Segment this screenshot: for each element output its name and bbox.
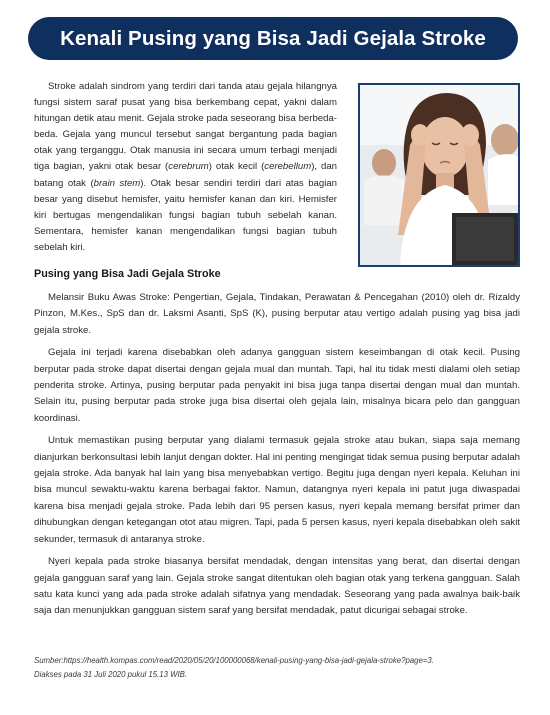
body-paragraph: Melansir Buku Awas Stroke: Pengertian, Gejala, Tindakan, Perawatan & Pencegahan (2010) oleh dr. Rizaldy Pinzon, M.Kes., SpS dan dr. Laksmi Asanti, SpS (K), pusing berputar atau vertigo adalah pusing yag bisa jadi gejala stroke. [34,292,520,336]
section-heading: Pusing yang Bisa Jadi Gejala Stroke [34,268,221,280]
source-url: Sumber:https://health.kompas.com/read/2020/05/20/100000068/kenali-pusing-yang-bisa-jadi-gejala-stroke?page=3. [34,656,434,665]
intro-paragraph: Stroke adalah sindrom yang terdiri dari tanda atau gejala hilangnya fungsi sistem saraf pusat yang bisa berkembang cepat, yakni dalam hitungan detik atau menit. Gejala stroke pada seseorang bisa berbeda-beda. Gejala yang muncul tersebut sangat bergantung pada bagian otak yang terganggu. Otak manusia ini secara umum terbagi menjadi tiga bagian, yakni otak besar (cerebrum) otak kecil (cerebellum), dan batang otak (brain stem). Otak besar sendiri terdiri dari atas bagian besar yang disebut hemisfer, yaitu hemisfer kanan dan kiri. Hemisfer kiri bertugas mengendalikan fungsi bagian tubuh sebelah kanan. Sementara, hemisfer kanan mengendalikan fungsi bagian tubuh sebelah kiri. [34,81,338,253]
page-title: Kenali Pusing yang Bisa Jadi Gejala Stroke [60,26,486,50]
title-banner [28,17,518,60]
body-paragraph: Gejala ini terjadi karena disebabkan oleh adanya gangguan sistem keseimbangan di otak kecil. Pusing berputar pada stroke dapat disertai dengan gejala mual dan muntah. Tapi, hal itu tidak mesti dialami oleh setiap penderita stroke. Artinya, pusing berputar pada penyakit ini bisa juga tanpa disertai dengan mual dan muntah. Selain itu, pusing berputar pada stroke juga bisa disertai oleh gejala lain, misalnya bicara pelo dan gangguan koordinasi. [34,347,520,424]
body-paragraph: Untuk memastikan pusing berputar yang dialami termasuk gejala stroke atau bukan, siapa saja memang dianjurkan berkonsultasi lebih lanjut dengan dokter. Hal ini penting mengingat tidak semua pusing berputar adalah gejala stroke. Ada banyak hal lain yang bisa menyebabkan vertigo. Begitu juga dengan nyeri kepala. Keluhan ini bisa muncul sewaktu-waktu karena berbagai faktor. Namun, datangnya nyeri kepala ini patut juga diwaspadai karena bisa menjadi gejala stroke. Pada lebih dari 95 persen kasus, nyeri kepala memang bersifat primer dan dihubungkan dengan ketegangan otot atau migren. Tapi, pada 5 persen kasus, nyeri kepala disebabkan oleh sakit sekunder, termasuk di antaranya stroke. [34,435,520,545]
headache-woman-photo [358,83,520,267]
access-date: Diakses pada 31 Juli 2020 pukul 15.13 WIB. [34,670,187,679]
article-body [34,290,520,626]
photo-illustration [360,85,518,265]
body-paragraph: Nyeri kepala pada stroke biasanya bersifat mendadak, dengan intensitas yang berat, dan disertai dengan gejala gangguan saraf yang lain. Gejala stroke sangat ditentukan oleh bagian otak yang terkena gangguan. Salah satu kata kunci yang ada pada stroke adalah sifatnya yang mendadak. Seseorang yang pada awalnya baik-baik saja dan menunjukkan gangguan sistem saraf yang bersifat mendadak, patut dicurigai sebagai stroke. [34,556,520,617]
source-citation [34,654,520,682]
